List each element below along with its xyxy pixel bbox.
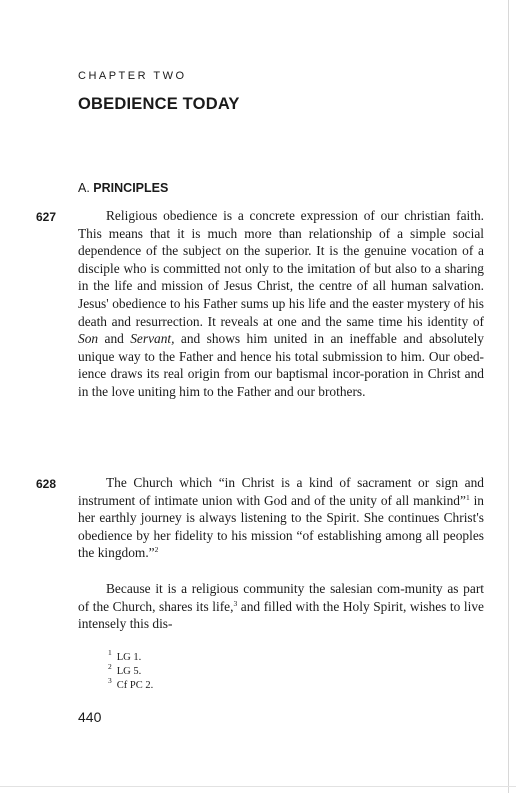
- footnote-ref-1[interactable]: 1: [465, 492, 470, 502]
- footnote-text: LG 1.: [116, 652, 142, 663]
- italic-term-son: Son: [78, 331, 99, 347]
- footnote-text: Cf PC 2.: [116, 680, 154, 691]
- page-number: 440: [78, 709, 102, 725]
- footnote-mark: 2: [108, 662, 112, 671]
- paragraph-628: [78, 474, 484, 562]
- section-title: PRINCIPLES: [93, 181, 169, 195]
- paragraph-number-628: 628: [36, 477, 57, 491]
- paragraph-text: Religious obedience is a concrete expression of our christian faith. This means that it is much more than relationship of a simple social dependence of the subject on the superior. It is the genuine vocation of a disciple who is committed not only to the imitation of but also to a sharing in the life and mission of Jesus Christ, the centre of all human salvation. Jesus' obedience to his Father sums up his life and the easter mystery of his death and resurrection. It reveals at one and the same time his identity of: [78, 208, 484, 329]
- footnote-3: [108, 676, 154, 693]
- paragraph-text: in her earthly journey is always listening to the Spirit. She continues Christ's obedience by her fidelity to his mission “of establishing among all peoples the kingdom.”: [78, 492, 484, 561]
- paragraph-text: The Church which “in Christ is a kind of sacrament or sign and instrument of intimate union with God and of the unity of all mankind”: [78, 475, 484, 508]
- footnote-1: [108, 648, 153, 665]
- paragraph-text: and filled with the Holy Spirit, wishes to live intensely this dis-: [78, 598, 484, 632]
- section-heading: [78, 181, 168, 195]
- footnotes: [108, 648, 154, 693]
- footnote-2: [108, 662, 153, 679]
- footnote-ref-2[interactable]: 2: [154, 545, 159, 555]
- footnote-mark: 1: [108, 648, 112, 657]
- paragraph-text: and: [98, 331, 131, 347]
- paragraph-number-627: 627: [36, 210, 57, 224]
- footnote-ref-3[interactable]: 3: [233, 598, 238, 608]
- page-edge-bottom: [0, 786, 516, 787]
- paragraph-text: and shows him united in an ineffable and absolutely unique way to the Father and hence his total submission to him. Our obed-ience draws its real origin from our baptismal incor-poration in Christ and in the love uniting him to the Father and our brothers.: [78, 331, 484, 399]
- paragraph-628-continued: [78, 580, 484, 633]
- paragraph-text: Because it is a religious community the salesian com-munity as part of the Church, shares its life,: [78, 581, 484, 614]
- footnote-text: LG 5.: [116, 666, 142, 677]
- italic-term-servant: Servant,: [130, 331, 175, 347]
- section-letter: A.: [78, 181, 90, 195]
- chapter-title: OBEDIENCE TODAY: [78, 95, 240, 113]
- paragraph-627: [78, 207, 484, 401]
- footnote-mark: 3: [108, 676, 112, 685]
- page-edge-right: [508, 0, 509, 793]
- chapter-label: CHAPTER TWO: [78, 70, 187, 82]
